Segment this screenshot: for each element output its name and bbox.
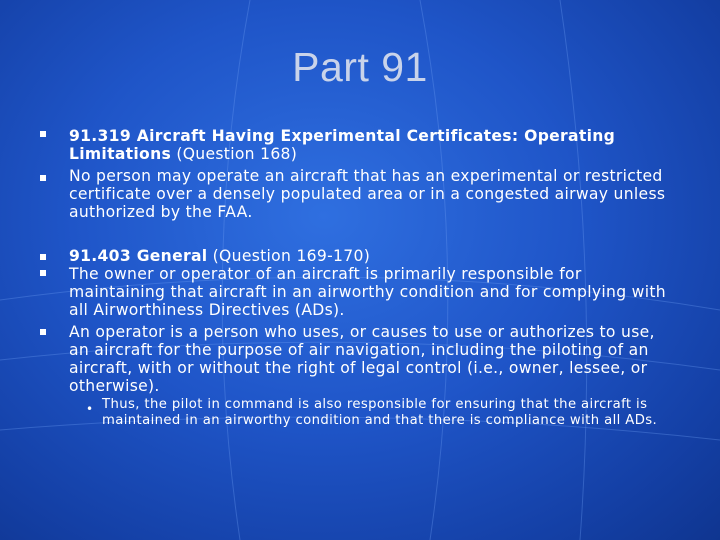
bullet-square xyxy=(40,270,46,276)
bullet-square xyxy=(40,131,46,137)
bullet-item-91-403-heading: 91.403 General (Question 169-170) xyxy=(69,247,371,265)
bullet-square xyxy=(40,329,46,335)
sub-bullet-dot: • xyxy=(86,402,94,416)
slide-title: Part 91 xyxy=(292,44,428,90)
bullet-square xyxy=(40,254,46,260)
bullet-item-owner-responsibility: The owner or operator of an aircraft is primarily responsible for maintaining that aircraft in an airworthy condition and for complying with all Airworthiness Directives (ADs). xyxy=(69,265,666,319)
bullet-square xyxy=(40,175,46,181)
bullet-item-experimental-rule: No person may operate an aircraft that has an experimental or restricted certificate over a densely populated area or in a congested airway unless authorized by the FAA. xyxy=(69,167,666,221)
sub-bullet-pilot-responsibility: Thus, the pilot in command is also responsible for ensuring that the aircraft is maintained in an airworthy condition and that there is compliance with all ADs. xyxy=(102,397,658,428)
bullet-item-operator-definition: An operator is a person who uses, or causes to use or authorizes to use, an aircraft for the purpose of air navigation, including the piloting of an aircraft, with or without the right of legal control (i.e., owner, lessee, or otherwise). xyxy=(69,323,655,395)
bullet-item-91-319-heading: 91.319 Aircraft Having Experimental Certificates: Operating Limitations (Question 168) xyxy=(69,127,616,163)
